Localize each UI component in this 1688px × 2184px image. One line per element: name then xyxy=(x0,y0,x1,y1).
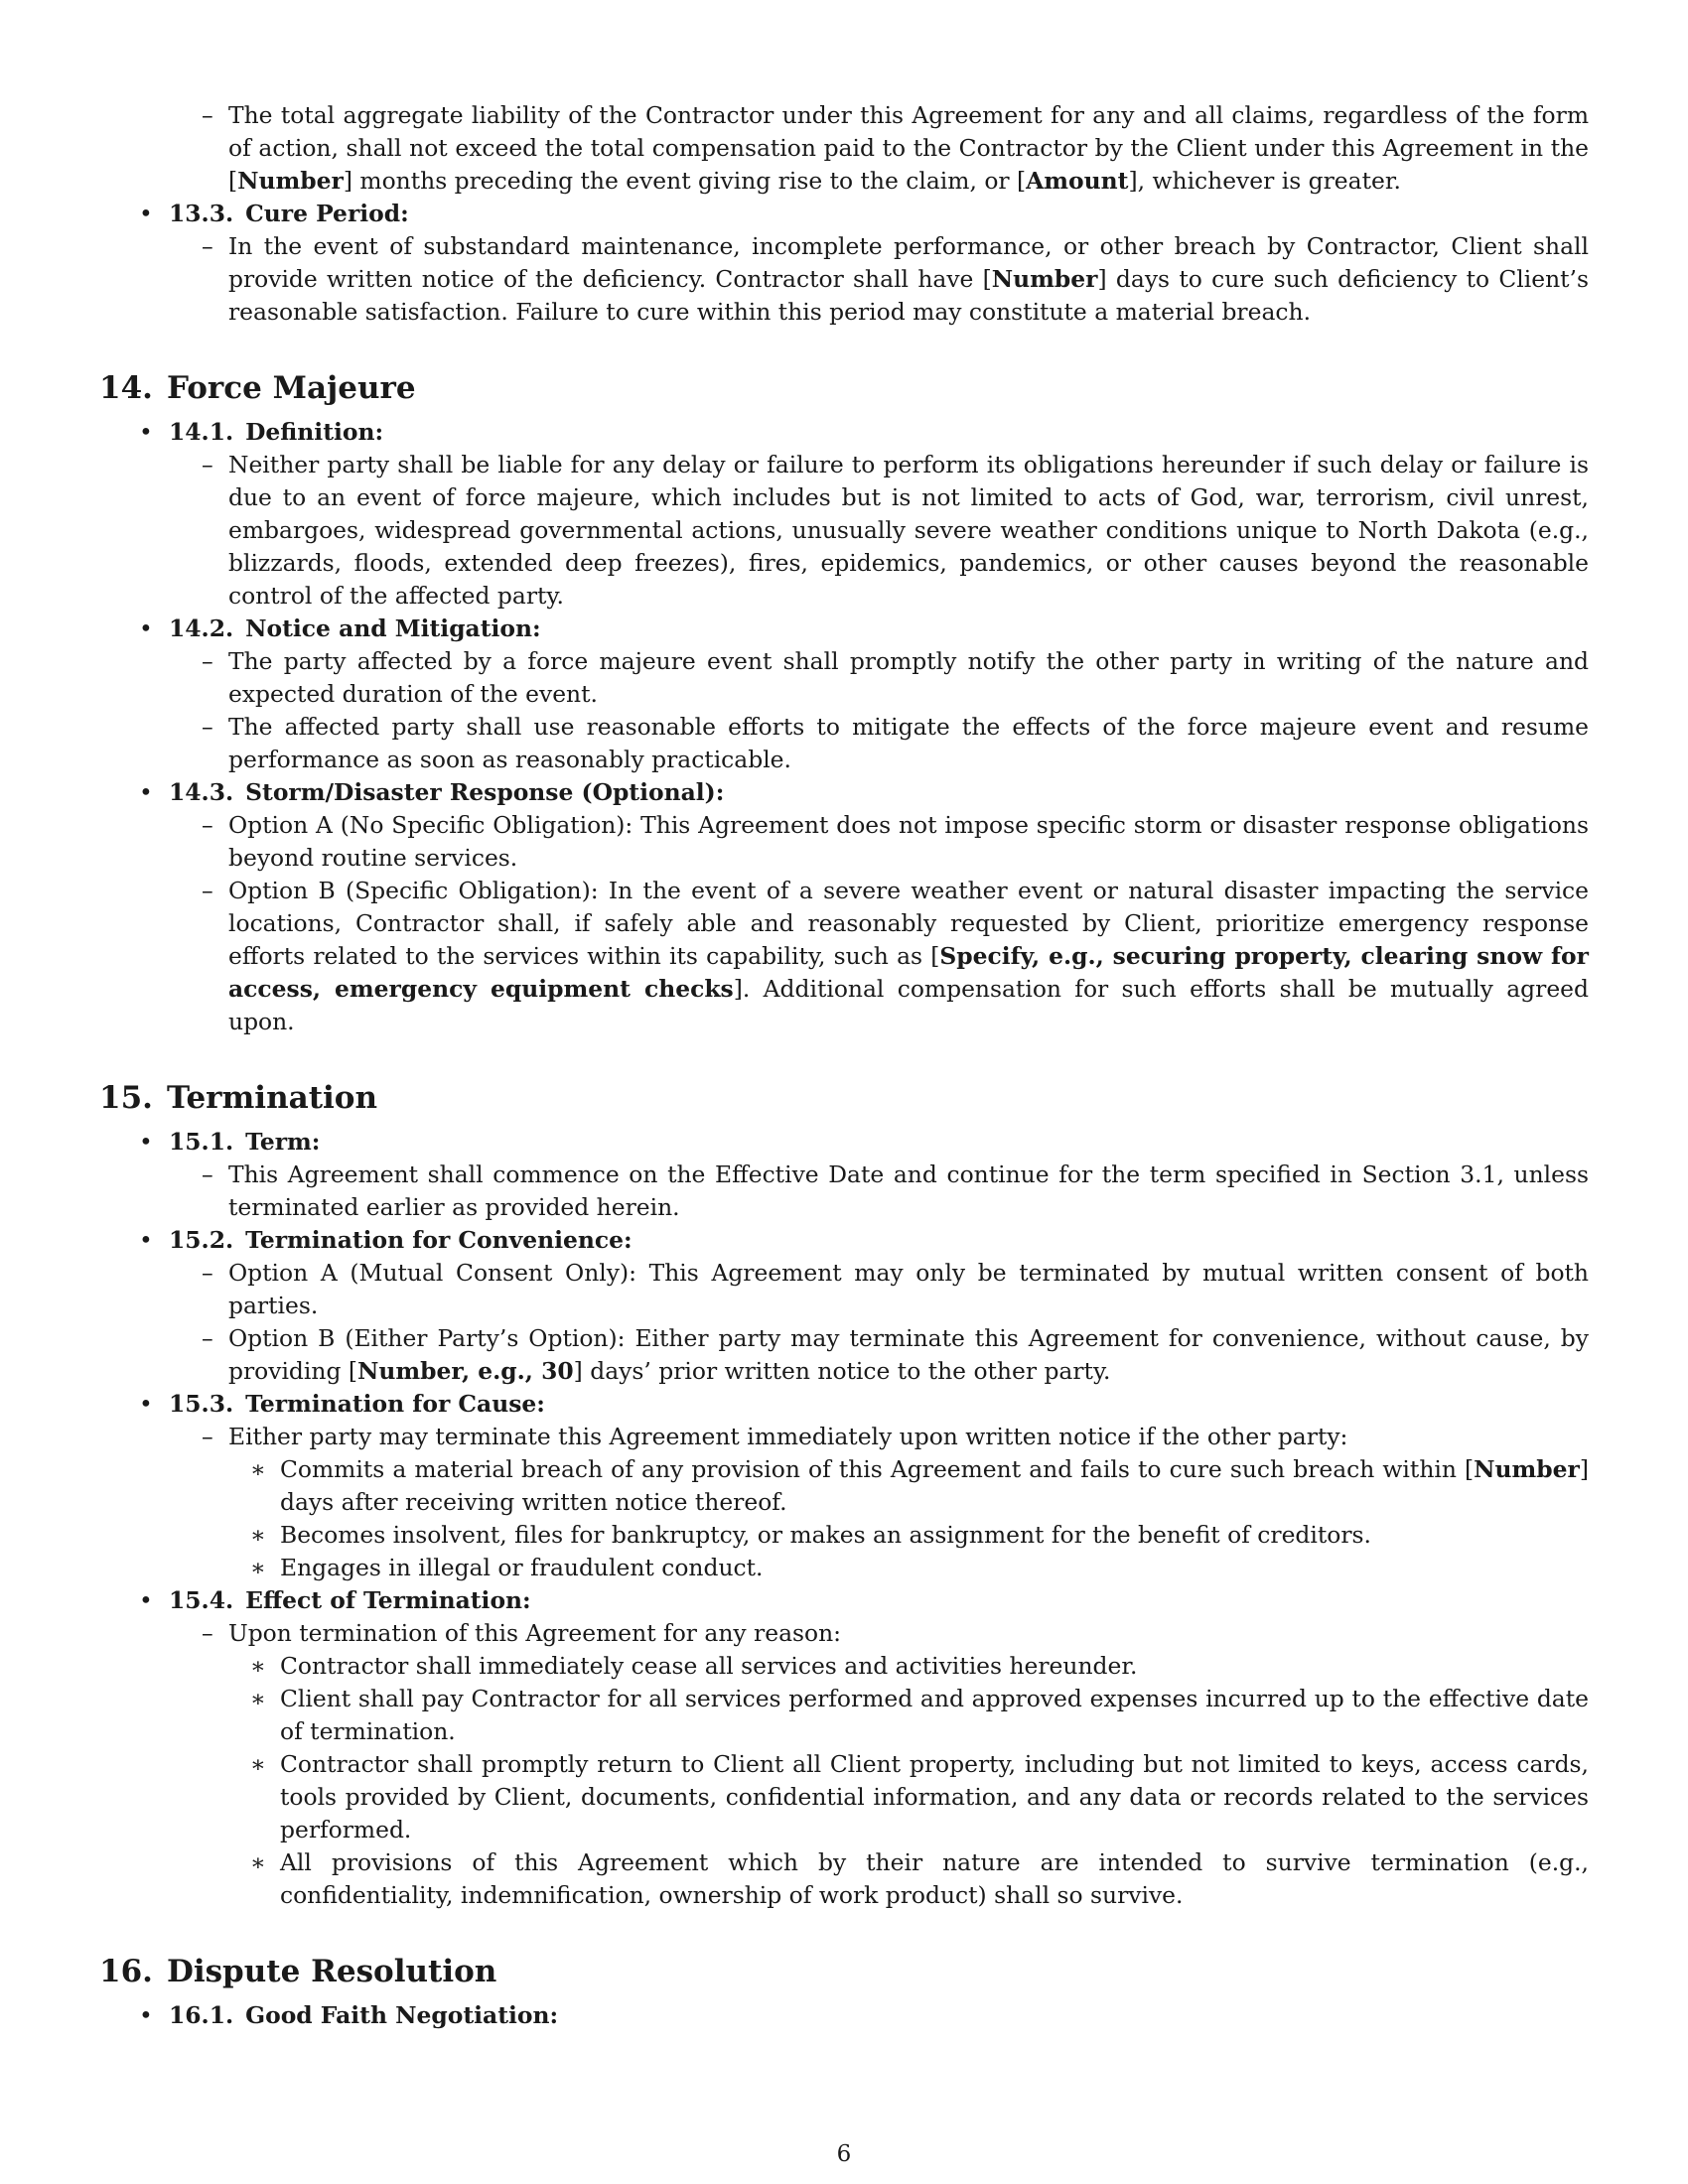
subsection-title: Effect of Termination: xyxy=(245,1586,531,1614)
notice-paragraph: – The party affected by a force majeure event shall promptly notify the other party in writing of the nature and expected duration of the event. xyxy=(99,645,1589,711)
term-paragraph: – This Agreement shall commence on the Effective Date and continue for the term specified in Section 3.1, unless terminated earlier as provided herein. xyxy=(99,1159,1589,1224)
subsection-number: 16.1. xyxy=(169,2001,234,2029)
effect-item-survival: ∗ All provisions of this Agreement which by their nature are intended to survive termination (e.g., confidentiality, indemnification, ownership of work product) shall so survive. xyxy=(99,1846,1589,1912)
text-run: ] days to cure such deficiency to Client’s reasonable satisfaction. Failure to cure within this period may constitute a material breach. xyxy=(228,265,1589,326)
placeholder-number: Number xyxy=(237,167,344,195)
subsection-heading-14-3 xyxy=(99,776,1589,809)
effect-item-cease: ∗ Contractor shall immediately cease all services and activities hereunder. xyxy=(99,1650,1589,1683)
section-heading-15 xyxy=(99,1078,1589,1118)
text-run: ] days’ prior written notice to the other party. xyxy=(573,1357,1111,1385)
effect-lead-paragraph: – Upon termination of this Agreement for any reason: xyxy=(99,1617,1589,1650)
subsection-heading-14-1 xyxy=(99,416,1589,449)
subsection-title: Term: xyxy=(245,1128,321,1156)
cause-lead-paragraph: – Either party may terminate this Agreement immediately upon written notice if the other party: xyxy=(99,1421,1589,1453)
section-title: Termination xyxy=(166,1080,378,1116)
subsection-number: 14.1. xyxy=(169,418,234,446)
page-content xyxy=(99,99,1589,2032)
subsection-number: 13.3. xyxy=(169,200,234,227)
cause-item-breach xyxy=(99,1453,1589,1519)
section-title: Force Majeure xyxy=(166,370,416,406)
placeholder-specify: Specify, e.g., securing property, clearing snow for access, emergency equipment checks xyxy=(228,942,1589,1003)
placeholder-number: Number, e.g., 30 xyxy=(357,1357,574,1385)
subsection-title: Cure Period: xyxy=(245,200,409,227)
subsection-title: Good Faith Negotiation: xyxy=(245,2001,559,2029)
section-number: 16. xyxy=(99,1954,153,1989)
text-run: ], whichever is greater. xyxy=(1128,167,1401,195)
subsection-number: 15.1. xyxy=(169,1128,234,1156)
section-title: Dispute Resolution xyxy=(166,1954,497,1989)
subsection-heading-15-1 xyxy=(99,1126,1589,1159)
effect-item-payment: ∗ Client shall pay Contractor for all services performed and approved expenses incurred up to the effective date of termination. xyxy=(99,1683,1589,1748)
text-run: ] days after receiving written notice thereof. xyxy=(280,1455,1589,1516)
subsection-number: 15.3. xyxy=(169,1390,234,1418)
page-number: 6 xyxy=(836,2141,852,2167)
subsection-title: Notice and Mitigation: xyxy=(245,614,541,642)
text-run: In the event of substandard maintenance, incomplete performance, or other breach by Contractor, Client shall provide written notice of the deficiency. Contractor shall have [ xyxy=(228,232,1589,293)
subsection-heading-15-4 xyxy=(99,1584,1589,1617)
section-heading-14 xyxy=(99,368,1589,408)
text-run: Option B (Either Party’s Option): Either party may terminate this Agreement for convenience, without cause, by providing [ xyxy=(228,1324,1589,1385)
convenience-option-a: – Option A (Mutual Consent Only): This Agreement may only be terminated by mutual written consent of both parties. xyxy=(99,1257,1589,1322)
section-number: 15. xyxy=(99,1080,153,1116)
placeholder-amount: Amount xyxy=(1026,167,1129,195)
subsection-number: 14.2. xyxy=(169,614,234,642)
subsection-title: Termination for Convenience: xyxy=(245,1226,633,1254)
force-majeure-definition: – Neither party shall be liable for any delay or failure to perform its obligations hereunder if such delay or failure is due to an event of force majeure, which includes but is not limited to acts of God, war, terrorism, civil unrest, embargoes, widespread governmental actions, unusually severe weather conditions unique to North Dakota (e.g., blizzards, floods, extended deep freezes), fires, epidemics, pandemics, or other causes beyond the reasonable control of the affected party. xyxy=(99,449,1589,613)
subsection-heading-16-1 xyxy=(99,1999,1589,2032)
cure-period-paragraph xyxy=(99,230,1589,329)
storm-option-a: – Option A (No Specific Obligation): This Agreement does not impose specific storm or disaster response obligations beyond routine services. xyxy=(99,809,1589,875)
subsection-title: Storm/Disaster Response (Optional): xyxy=(245,778,725,806)
mitigation-paragraph: – The affected party shall use reasonable efforts to mitigate the effects of the force majeure event and resume performance as soon as reasonably practicable. xyxy=(99,711,1589,776)
storm-option-b xyxy=(99,875,1589,1038)
cause-item-illegal: ∗ Engages in illegal or fraudulent conduct. xyxy=(99,1552,1589,1584)
section-heading-16 xyxy=(99,1952,1589,1991)
subsection-number: 15.2. xyxy=(169,1226,234,1254)
text-run: ]. Additional compensation for such efforts shall be mutually agreed upon. xyxy=(228,975,1589,1035)
subsection-heading-15-2 xyxy=(99,1224,1589,1257)
text-run: ] months preceding the event giving rise to the claim, or [ xyxy=(343,167,1027,195)
placeholder-number: Number xyxy=(991,265,1098,293)
subsection-heading-14-2 xyxy=(99,613,1589,645)
cause-item-insolvency: ∗ Becomes insolvent, files for bankruptcy, or makes an assignment for the benefit of creditors. xyxy=(99,1519,1589,1552)
text-run: Commits a material breach of any provision of this Agreement and fails to cure such breach within [ xyxy=(280,1455,1475,1483)
placeholder-number: Number xyxy=(1474,1455,1580,1483)
liability-cap-paragraph xyxy=(99,99,1589,198)
subsection-title: Definition: xyxy=(245,418,384,446)
section-number: 14. xyxy=(99,370,153,406)
subsection-number: 15.4. xyxy=(169,1586,234,1614)
convenience-option-b xyxy=(99,1322,1589,1388)
subsection-heading-15-3 xyxy=(99,1388,1589,1421)
text-run: Option B (Specific Obligation): In the event of a severe weather event or natural disaster impacting the service locations, Contractor shall, if safely able and reasonably requested by Client, prioritize emergency response efforts related to the services within its capability, such as [ xyxy=(228,877,1589,970)
effect-item-return-property: ∗ Contractor shall promptly return to Client all Client property, including but not limited to keys, access cards, tools provided by Client, documents, confidential information, and any data or records related to the services performed. xyxy=(99,1748,1589,1846)
subsection-title: Termination for Cause: xyxy=(245,1390,545,1418)
text-run: The total aggregate liability of the Contractor under this Agreement for any and all claims, regardless of the form of action, shall not exceed the total compensation paid to the Contractor by the Client under this Agreement in the [ xyxy=(228,101,1589,195)
subsection-number: 14.3. xyxy=(169,778,234,806)
subsection-heading-13-3 xyxy=(99,198,1589,230)
